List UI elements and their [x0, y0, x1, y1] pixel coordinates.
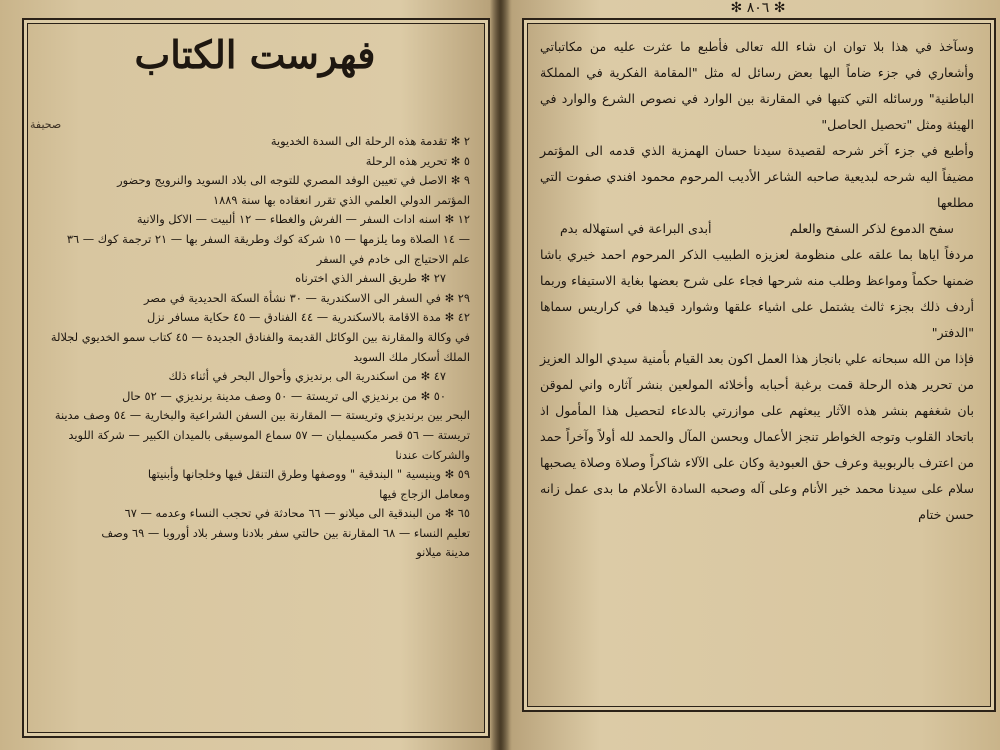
poem-verse: [540, 216, 974, 242]
toc-entry: الملك أسكار ملك السويد: [353, 349, 470, 364]
toc-entry: مدينة ميلانو: [416, 545, 470, 560]
toc-entry: ٤٧ ✻ من اسكندرية الى برنديزي وأحوال البحر في أثناء ذلك: [168, 369, 446, 384]
toc-entry: — ١٤ الصلاة وما يلزمها — ١٥ شركة كوك وطريقة السفر بها — ٢١ ترجمة كوك — ٣٦: [66, 231, 470, 246]
toc-entry: ٢ ✻ تقدمة هذه الرحلة الى السدة الخديوية: [270, 134, 470, 148]
toc-entry: ٩ ✻ الاصل في تعيين الوفد المصري للتوجه الى بلاد السويد والنرويج وحضور: [117, 173, 470, 188]
toc-entry: ٥٩ ✻ وينيسية " البندقية " ووصفها وطرق التنقل فيها وخلجانها وأبنيتها: [147, 467, 470, 482]
toc-entry: ٢٧ ✻ طريق السفر الذي اخترناه: [295, 271, 446, 286]
body-text: [540, 34, 974, 528]
right-page: [508, 0, 1000, 750]
toc-entry: ٥٠ ✻ من برنديزي الى تريستة — ٥٠ وصف مدينة برنديزي — ٥٢ حال: [122, 388, 446, 403]
table-of-contents: [30, 132, 470, 563]
toc-entry: في وكالة والمقارنة بين الوكائل القديمة والفنادق الجديدة — ٤٥ كتاب سمو الخديوي لجلالة: [50, 329, 470, 344]
page-title: فهرست الكتاب: [134, 32, 376, 77]
page-column-label: صحيفة: [30, 118, 62, 131]
toc-entry: ومعامل الزجاج فيها: [379, 486, 470, 501]
paragraph: وأطبع في جزء آخر شرحه لقصيدة سيدنا حسان الهمزية الذي قدمه الى المؤتمر مضيفاً اليه شرحه لبديعية صاحبه الشاعر الأديب المرحوم محمود افندي صفوت التي مطلعها: [540, 143, 974, 210]
toc-entry: تريستة — ٥٦ قصر مكسيمليان — ٥٧ سماع الموسيقى بالميدان الكبير — شركة اللويد: [68, 427, 470, 442]
page-number: ✻ ٨٠٦ ✻: [730, 0, 786, 16]
toc-entry: ٢٩ ✻ في السفر الى الاسكندرية — ٣٠ نشأة السكة الحديدية في مصر: [143, 290, 470, 305]
verse-second-hemistich: أبدى البراعة في استهلاله بدم: [560, 221, 712, 236]
toc-entry: تعليم النساء — ٦٨ المقارنة بين حالتي سفر بلادنا وسفر بلاد أوروبا — ٦٩ وصف: [101, 525, 470, 540]
toc-entry: ٥ ✻ تحرير هذه الرحلة: [365, 153, 470, 168]
toc-entry: علم الاحتياج الى خادم في السفر: [316, 251, 470, 266]
toc-entry: ٤٢ ✻ مدة الاقامة بالاسكندرية — ٤٤ الفنادق — ٤٥ حكاية مسافر نزل: [146, 310, 470, 325]
toc-entry: ٦٥ ✻ من البندقية الى ميلانو — ٦٦ محادثة في تحجب النساء وعدمه — ٦٧: [124, 506, 470, 521]
toc-entry: المؤتمر الدولي العلمي الذي تقرر انعقاده بها سنة ١٨٨٩: [213, 192, 470, 207]
paragraph: فإذا من الله سبحانه علي بانجاز هذا العمل اكون بعد القيام بأمنية سيدي الوالد العزيز من تحرير هذه الرحلة قمت برغبة أحبابه وأخلائه المولعين بنشر آثاره واني لموقن بان شغفهم بنشر هذه الآثار يبعثهم على موازرتي بالدعاء لتحصيل هذا المأمول اذ باتحاد القلوب وتوجه الخواطر تنجز الأعمال وبحسن المآل والحمد لله أولاً وآخراً حمد من اعترف بالربوبية وعرف حق العبودية وكان على الآلاء شاكراً وصلاة وصلاة يصحبها سلام على سيدنا محمد خير الأنام وعلى آله وصحبه السادة الأعلام ما بدى عمل زانه حسن ختام: [540, 351, 974, 522]
paragraph: مردفاً اياها بما علقه على منظومة لعزيزه الطبيب الذكر المرحوم احمد خيري باشا ضمنها حكماً ومواعظ وطلب منه شرحها فجاء على شرح بعضها بغاية الاستيفاء وربما أردف ذلك بجزء ثالث يشتمل على اشياء علقها وشوارد قيدها في كراريس سماها "الدفتر": [540, 247, 974, 340]
toc-entry: ١٢ ✻ اسنه ادات السفر — الفرش والغطاء — ١٢ ألبيت — الاكل والانية: [136, 212, 470, 227]
paragraph: وسآخذ في هذا بلا توان ان شاء الله تعالى فأطبع ما عثرت عليه من مكاتباتي وأشعاري في جزء ضاماً اليها بعض رسائل له مثل "المقامة الفكرية في المملكة الباطنية" ورسائله التي كتبها في المقارنة بين الوارد في نصوص الشرع والوارد في الهيئة ومثل "تحصيل الحاصل": [540, 39, 974, 132]
verse-first-hemistich: سفح الدموع لذكر السفح والعلم: [789, 221, 954, 236]
toc-entry: والشركات عندنا: [395, 447, 470, 462]
toc-entry: البحر بين برنديزي وتريستة — المقارنة بين السفن الشراعية والبخارية — ٥٤ وصف مدينة: [54, 408, 470, 423]
